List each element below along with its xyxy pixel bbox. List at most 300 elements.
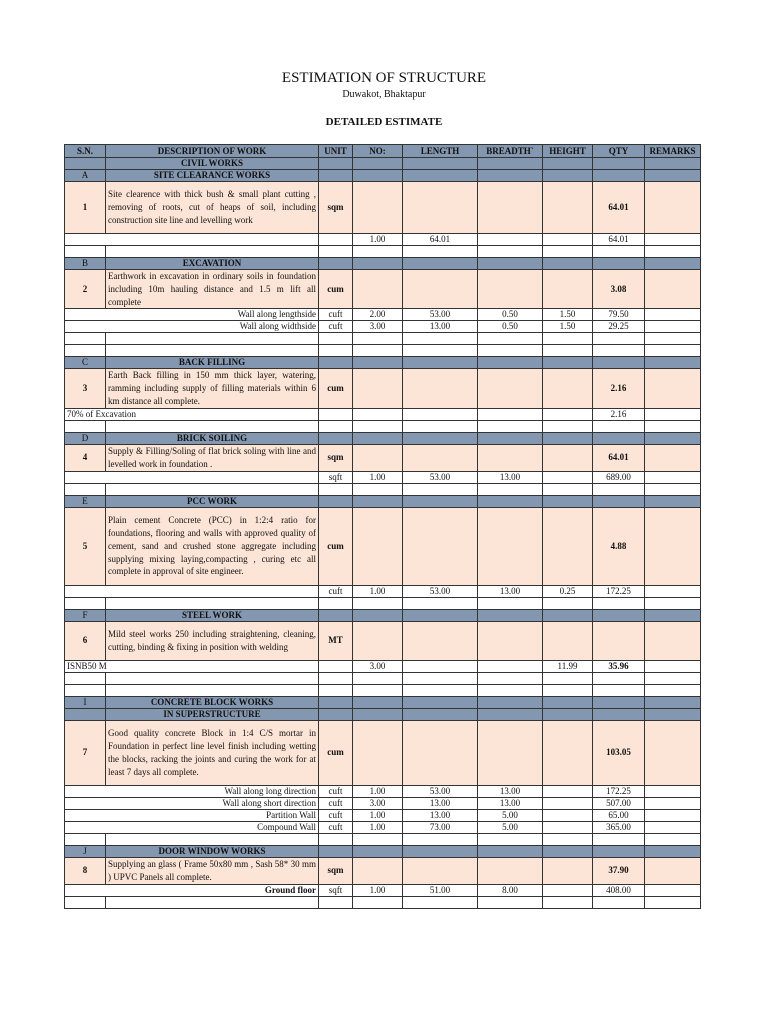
item-unit: cum (319, 270, 353, 309)
blank-cell (543, 896, 593, 908)
item-unit: MT (319, 621, 353, 660)
measurement-unit: cuft (319, 309, 353, 321)
measurement-remarks (645, 797, 701, 809)
measurement-qty: 172.25 (593, 785, 645, 797)
blank-cell (593, 696, 645, 708)
item-length (403, 857, 478, 884)
item-description: Supplying an glass ( Frame 50x80 mm , Sash 58* 30 mm ) UPVC Panels all complete. (106, 857, 319, 884)
item-breadth (478, 444, 543, 471)
section-code: I (65, 696, 106, 708)
blank-cell (353, 483, 403, 495)
col-header-description: DESCRIPTION OF WORK (106, 145, 319, 158)
blank-cell (65, 833, 106, 845)
measurement-length: 53.00 (403, 585, 478, 597)
blank-cell (353, 258, 403, 270)
item-no (353, 857, 403, 884)
item-height (543, 369, 593, 408)
item-qty: 64.01 (593, 182, 645, 234)
measurement-qty: 65.00 (593, 809, 645, 821)
measurement-remarks (645, 809, 701, 821)
measurement-label (65, 471, 319, 483)
blank-cell (319, 708, 353, 720)
measurement-unit: cuft (319, 585, 353, 597)
item-breadth (478, 621, 543, 660)
blank-cell (403, 708, 478, 720)
measurement-length: 73.00 (403, 821, 478, 833)
measurement-no: 2.00 (353, 309, 403, 321)
blank-cell (478, 833, 543, 845)
measurement-no: 1.00 (353, 785, 403, 797)
item-breadth (478, 507, 543, 585)
item-no (353, 444, 403, 471)
item-length (403, 182, 478, 234)
blank-cell (106, 684, 319, 696)
blank-cell (403, 432, 478, 444)
measurement-no: 1.00 (353, 471, 403, 483)
section-code: D (65, 432, 106, 444)
blank-cell (478, 432, 543, 444)
item-no (353, 720, 403, 785)
measurement-breadth: 13.00 (478, 585, 543, 597)
item-sn: 5 (65, 507, 106, 585)
blank-cell (478, 672, 543, 684)
item-row (65, 507, 701, 585)
blank-cell (403, 333, 478, 345)
measurement-qty: 79.50 (593, 309, 645, 321)
blank-cell (645, 684, 701, 696)
measurement-length: 13.00 (403, 321, 478, 333)
blank-cell (65, 672, 106, 684)
blank-cell (645, 483, 701, 495)
blank-cell (543, 696, 593, 708)
blank-cell (353, 845, 403, 857)
blank-cell (593, 609, 645, 621)
measurement-row (65, 321, 701, 333)
measurement-length: 13.00 (403, 809, 478, 821)
document-title: ESTIMATION OF STRUCTURE (281, 70, 487, 86)
section-code: J (65, 845, 106, 857)
section-code: F (65, 609, 106, 621)
blank-cell (106, 483, 319, 495)
measurement-row (65, 785, 701, 797)
measurement-row (65, 797, 701, 809)
item-description: Supply & Filling/Soling of flat brick soling with line and levelled work in foundation . (106, 444, 319, 471)
section-title: DOOR WINDOW WORKS (106, 845, 319, 857)
blank-cell (319, 833, 353, 845)
blank-cell (543, 345, 593, 357)
measurement-height (543, 234, 593, 246)
blank-cell (478, 170, 543, 182)
measurement-unit (319, 408, 353, 420)
blank-cell (645, 708, 701, 720)
measurement-breadth (478, 660, 543, 672)
blank-cell (403, 672, 478, 684)
blank-cell (478, 333, 543, 345)
item-remarks (645, 444, 701, 471)
blank-cell (319, 483, 353, 495)
blank-cell (645, 432, 701, 444)
item-row (65, 369, 701, 408)
blank-cell (478, 420, 543, 432)
item-remarks (645, 182, 701, 234)
measurement-remarks (645, 309, 701, 321)
measurement-unit: cuft (319, 797, 353, 809)
item-length (403, 720, 478, 785)
section-title: SITE CLEARANCE WORKS (106, 170, 319, 182)
item-description: Earth Back filling in 150 mm thick layer, watering, ramming including supply of filling materials within 6 km distance all complete. (106, 369, 319, 408)
blank-cell (543, 357, 593, 369)
measurement-remarks (645, 884, 701, 896)
item-length (403, 507, 478, 585)
measurement-label: ISNB50 M (65, 660, 319, 672)
blank-cell (319, 672, 353, 684)
blank-cell (353, 420, 403, 432)
item-description: Good quality concrete Block in 1:4 C/S mortar in Foundation in perfect line level finish including wetting the blocks, racking the joints and curing the work for at least 7 days all complete. (106, 720, 319, 785)
measurement-no: 1.00 (353, 585, 403, 597)
blank-cell (543, 609, 593, 621)
item-remarks (645, 369, 701, 408)
blank-cell (319, 246, 353, 258)
measurement-qty: 408.00 (593, 884, 645, 896)
estimate-heading: DETAILED ESTIMATE (325, 116, 443, 128)
measurement-breadth (478, 234, 543, 246)
item-remarks (645, 621, 701, 660)
blank-cell (593, 684, 645, 696)
blank-cell (645, 672, 701, 684)
blank-cell (353, 597, 403, 609)
item-qty: 3.08 (593, 270, 645, 309)
measurement-unit: sqft (319, 471, 353, 483)
item-no (353, 507, 403, 585)
measurement-qty: 29.25 (593, 321, 645, 333)
measurement-row (65, 809, 701, 821)
blank-cell (403, 246, 478, 258)
item-breadth (478, 857, 543, 884)
blank-cell (353, 684, 403, 696)
blank-cell (353, 609, 403, 621)
blank-cell (543, 708, 593, 720)
item-description: Plain cement Concrete (PCC) in 1:2:4 ratio for foundations, flooring and walls with approved quality of cement, sand and crushed stone aggregate including supplying mixing laying,compacting , curing etc all complete in approval of site engineer. (106, 507, 319, 585)
blank-cell (353, 833, 403, 845)
section-row (65, 357, 701, 369)
measurement-qty: 35.96 (593, 660, 645, 672)
measurement-unit (319, 234, 353, 246)
blank-row (65, 833, 701, 845)
blank-cell (319, 357, 353, 369)
blank-row (65, 672, 701, 684)
col-header-sn: S.N. (65, 145, 106, 158)
measurement-no: 1.00 (353, 884, 403, 896)
blank-cell (478, 696, 543, 708)
civil-works-title: CIVIL WORKS (106, 158, 319, 170)
blank-cell (593, 345, 645, 357)
measurement-no: 1.00 (353, 821, 403, 833)
item-qty: 37.90 (593, 857, 645, 884)
blank-cell (353, 345, 403, 357)
col-header-unit: UNIT (319, 145, 353, 158)
measurement-remarks (645, 321, 701, 333)
blank-cell (65, 333, 106, 345)
blank-cell (403, 696, 478, 708)
blank-cell (353, 696, 403, 708)
blank-row (65, 246, 701, 258)
measurement-height (543, 884, 593, 896)
measurement-label: Wall along lengthside (65, 309, 319, 321)
item-qty: 64.01 (593, 444, 645, 471)
blank-row (65, 896, 701, 908)
blank-cell (593, 333, 645, 345)
measurement-height (543, 797, 593, 809)
blank-cell (543, 833, 593, 845)
item-no (353, 182, 403, 234)
blank-cell (645, 609, 701, 621)
blank-cell (645, 696, 701, 708)
item-remarks (645, 857, 701, 884)
measurement-label: 70% of Excavation (65, 408, 319, 420)
blank-cell (319, 609, 353, 621)
blank-row (65, 597, 701, 609)
blank-cell (593, 672, 645, 684)
measurement-length: 64.01 (403, 234, 478, 246)
blank-cell (478, 845, 543, 857)
measurement-remarks (645, 408, 701, 420)
measurement-no (353, 408, 403, 420)
measurement-no: 3.00 (353, 797, 403, 809)
blank-cell (645, 258, 701, 270)
blank-cell (645, 420, 701, 432)
blank-cell (645, 170, 701, 182)
measurement-breadth: 8.00 (478, 884, 543, 896)
col-header-remarks: REMARKS (645, 145, 701, 158)
blank-cell (543, 432, 593, 444)
col-header-no: NO: (353, 145, 403, 158)
blank-cell (319, 420, 353, 432)
blank-cell (478, 483, 543, 495)
measurement-qty: 689.00 (593, 471, 645, 483)
measurement-height (543, 408, 593, 420)
item-description: Earthwork in excavation in ordinary soils in foundation including 10m hauling distance and 1.5 m lift all complete (106, 270, 319, 309)
measurement-qty: 365.00 (593, 821, 645, 833)
measurement-qty: 172.25 (593, 585, 645, 597)
measurement-breadth: 13.00 (478, 471, 543, 483)
section-row (65, 845, 701, 857)
civil-works-row (65, 158, 701, 170)
blank-row (65, 684, 701, 696)
blank-row (65, 483, 701, 495)
blank-cell (645, 833, 701, 845)
blank-cell (543, 483, 593, 495)
measurement-qty: 2.16 (593, 408, 645, 420)
item-length (403, 270, 478, 309)
item-row (65, 182, 701, 234)
blank-cell (65, 483, 106, 495)
section-row (65, 708, 701, 720)
item-sn: 3 (65, 369, 106, 408)
blank-cell (593, 495, 645, 507)
blank-cell (319, 170, 353, 182)
section-code (65, 708, 106, 720)
estimate-table-body (65, 145, 701, 909)
measurement-breadth: 5.00 (478, 809, 543, 821)
measurement-height (543, 471, 593, 483)
blank-cell (403, 609, 478, 621)
blank-cell (543, 495, 593, 507)
measurement-remarks (645, 585, 701, 597)
blank-cell (353, 495, 403, 507)
blank-cell (65, 896, 106, 908)
measurement-remarks (645, 821, 701, 833)
blank-cell (543, 845, 593, 857)
blank-cell (543, 170, 593, 182)
item-unit: sqm (319, 857, 353, 884)
blank-cell (593, 597, 645, 609)
blank-cell (106, 333, 319, 345)
measurement-length: 13.00 (403, 797, 478, 809)
blank-cell (319, 345, 353, 357)
blank-cell (478, 495, 543, 507)
blank-cell (65, 345, 106, 357)
section-code: A (65, 170, 106, 182)
blank-cell (319, 896, 353, 908)
item-height (543, 621, 593, 660)
blank-cell (543, 420, 593, 432)
measurement-height: 1.50 (543, 321, 593, 333)
section-row (65, 432, 701, 444)
measurement-row (65, 471, 701, 483)
section-title: IN SUPERSTRUCTURE (106, 708, 319, 720)
col-header-qty: QTY (593, 145, 645, 158)
item-height (543, 720, 593, 785)
blank-cell (645, 597, 701, 609)
measurement-remarks (645, 234, 701, 246)
measurement-unit: cuft (319, 809, 353, 821)
item-height (543, 857, 593, 884)
blank-cell (543, 246, 593, 258)
blank-cell (593, 258, 645, 270)
blank-cell (593, 896, 645, 908)
blank-cell (319, 432, 353, 444)
measurement-height (543, 785, 593, 797)
measurement-unit: cuft (319, 785, 353, 797)
blank-cell (403, 845, 478, 857)
item-length (403, 621, 478, 660)
measurement-label: Compound Wall (65, 821, 319, 833)
item-sn: 6 (65, 621, 106, 660)
item-qty (593, 621, 645, 660)
section-row (65, 696, 701, 708)
measurement-length (403, 408, 478, 420)
document-subtitle: Duwakot, Bhaktapur (342, 89, 426, 100)
measurement-label (65, 585, 319, 597)
blank-cell (543, 684, 593, 696)
estimate-table (64, 144, 701, 909)
measurement-length: 51.00 (403, 884, 478, 896)
section-title: STEEL WORK (106, 609, 319, 621)
blank-row (65, 420, 701, 432)
blank-cell (593, 246, 645, 258)
blank-cell (593, 432, 645, 444)
measurement-row (65, 408, 701, 420)
item-sn: 2 (65, 270, 106, 309)
measurement-qty: 507.00 (593, 797, 645, 809)
item-no (353, 270, 403, 309)
item-row (65, 621, 701, 660)
header-row (65, 145, 701, 158)
blank-cell (353, 357, 403, 369)
measurement-label (65, 234, 319, 246)
blank-cell (478, 896, 543, 908)
blank-cell (478, 258, 543, 270)
item-remarks (645, 720, 701, 785)
item-qty: 2.16 (593, 369, 645, 408)
blank-cell (353, 170, 403, 182)
item-description: Site clearence with thick bush & small plant cutting , removing of roots, cut of heaps of soil, including construction site line and levelling work (106, 182, 319, 234)
measurement-unit: sqft (319, 884, 353, 896)
blank-cell (106, 833, 319, 845)
blank-cell (645, 495, 701, 507)
blank-cell (106, 597, 319, 609)
item-height (543, 270, 593, 309)
measurement-height (543, 809, 593, 821)
measurement-label: Partition Wall (65, 809, 319, 821)
section-row (65, 258, 701, 270)
blank-cell (543, 258, 593, 270)
blank-row (65, 345, 701, 357)
blank-cell (403, 420, 478, 432)
item-breadth (478, 182, 543, 234)
blank-cell (319, 333, 353, 345)
section-code: E (65, 495, 106, 507)
blank-cell (593, 708, 645, 720)
section-code: C (65, 357, 106, 369)
item-row (65, 270, 701, 309)
item-unit: sqm (319, 444, 353, 471)
blank-cell (593, 483, 645, 495)
blank-cell (543, 672, 593, 684)
section-title: EXCAVATION (106, 258, 319, 270)
measurement-breadth (478, 408, 543, 420)
blank-cell (593, 170, 645, 182)
measurement-remarks (645, 471, 701, 483)
item-qty: 103.05 (593, 720, 645, 785)
blank-cell (478, 246, 543, 258)
blank-cell (645, 345, 701, 357)
blank-cell (319, 696, 353, 708)
blank-cell (403, 833, 478, 845)
blank-cell (106, 345, 319, 357)
item-unit: cum (319, 720, 353, 785)
blank-cell (65, 246, 106, 258)
measurement-label: Wall along long direction (65, 785, 319, 797)
item-row (65, 857, 701, 884)
section-title: PCC WORK (106, 495, 319, 507)
section-title: CONCRETE BLOCK WORKS (106, 696, 319, 708)
blank-cell (593, 845, 645, 857)
measurement-breadth: 5.00 (478, 821, 543, 833)
item-unit: cum (319, 507, 353, 585)
blank-cell (543, 333, 593, 345)
item-no (353, 369, 403, 408)
measurement-length: 53.00 (403, 471, 478, 483)
section-code: B (65, 258, 106, 270)
blank-cell (478, 597, 543, 609)
blank-cell (478, 609, 543, 621)
item-breadth (478, 369, 543, 408)
col-header-breadth: BREADTH` (478, 145, 543, 158)
blank-cell (106, 420, 319, 432)
measurement-label: Ground floor (65, 884, 319, 896)
section-row (65, 609, 701, 621)
